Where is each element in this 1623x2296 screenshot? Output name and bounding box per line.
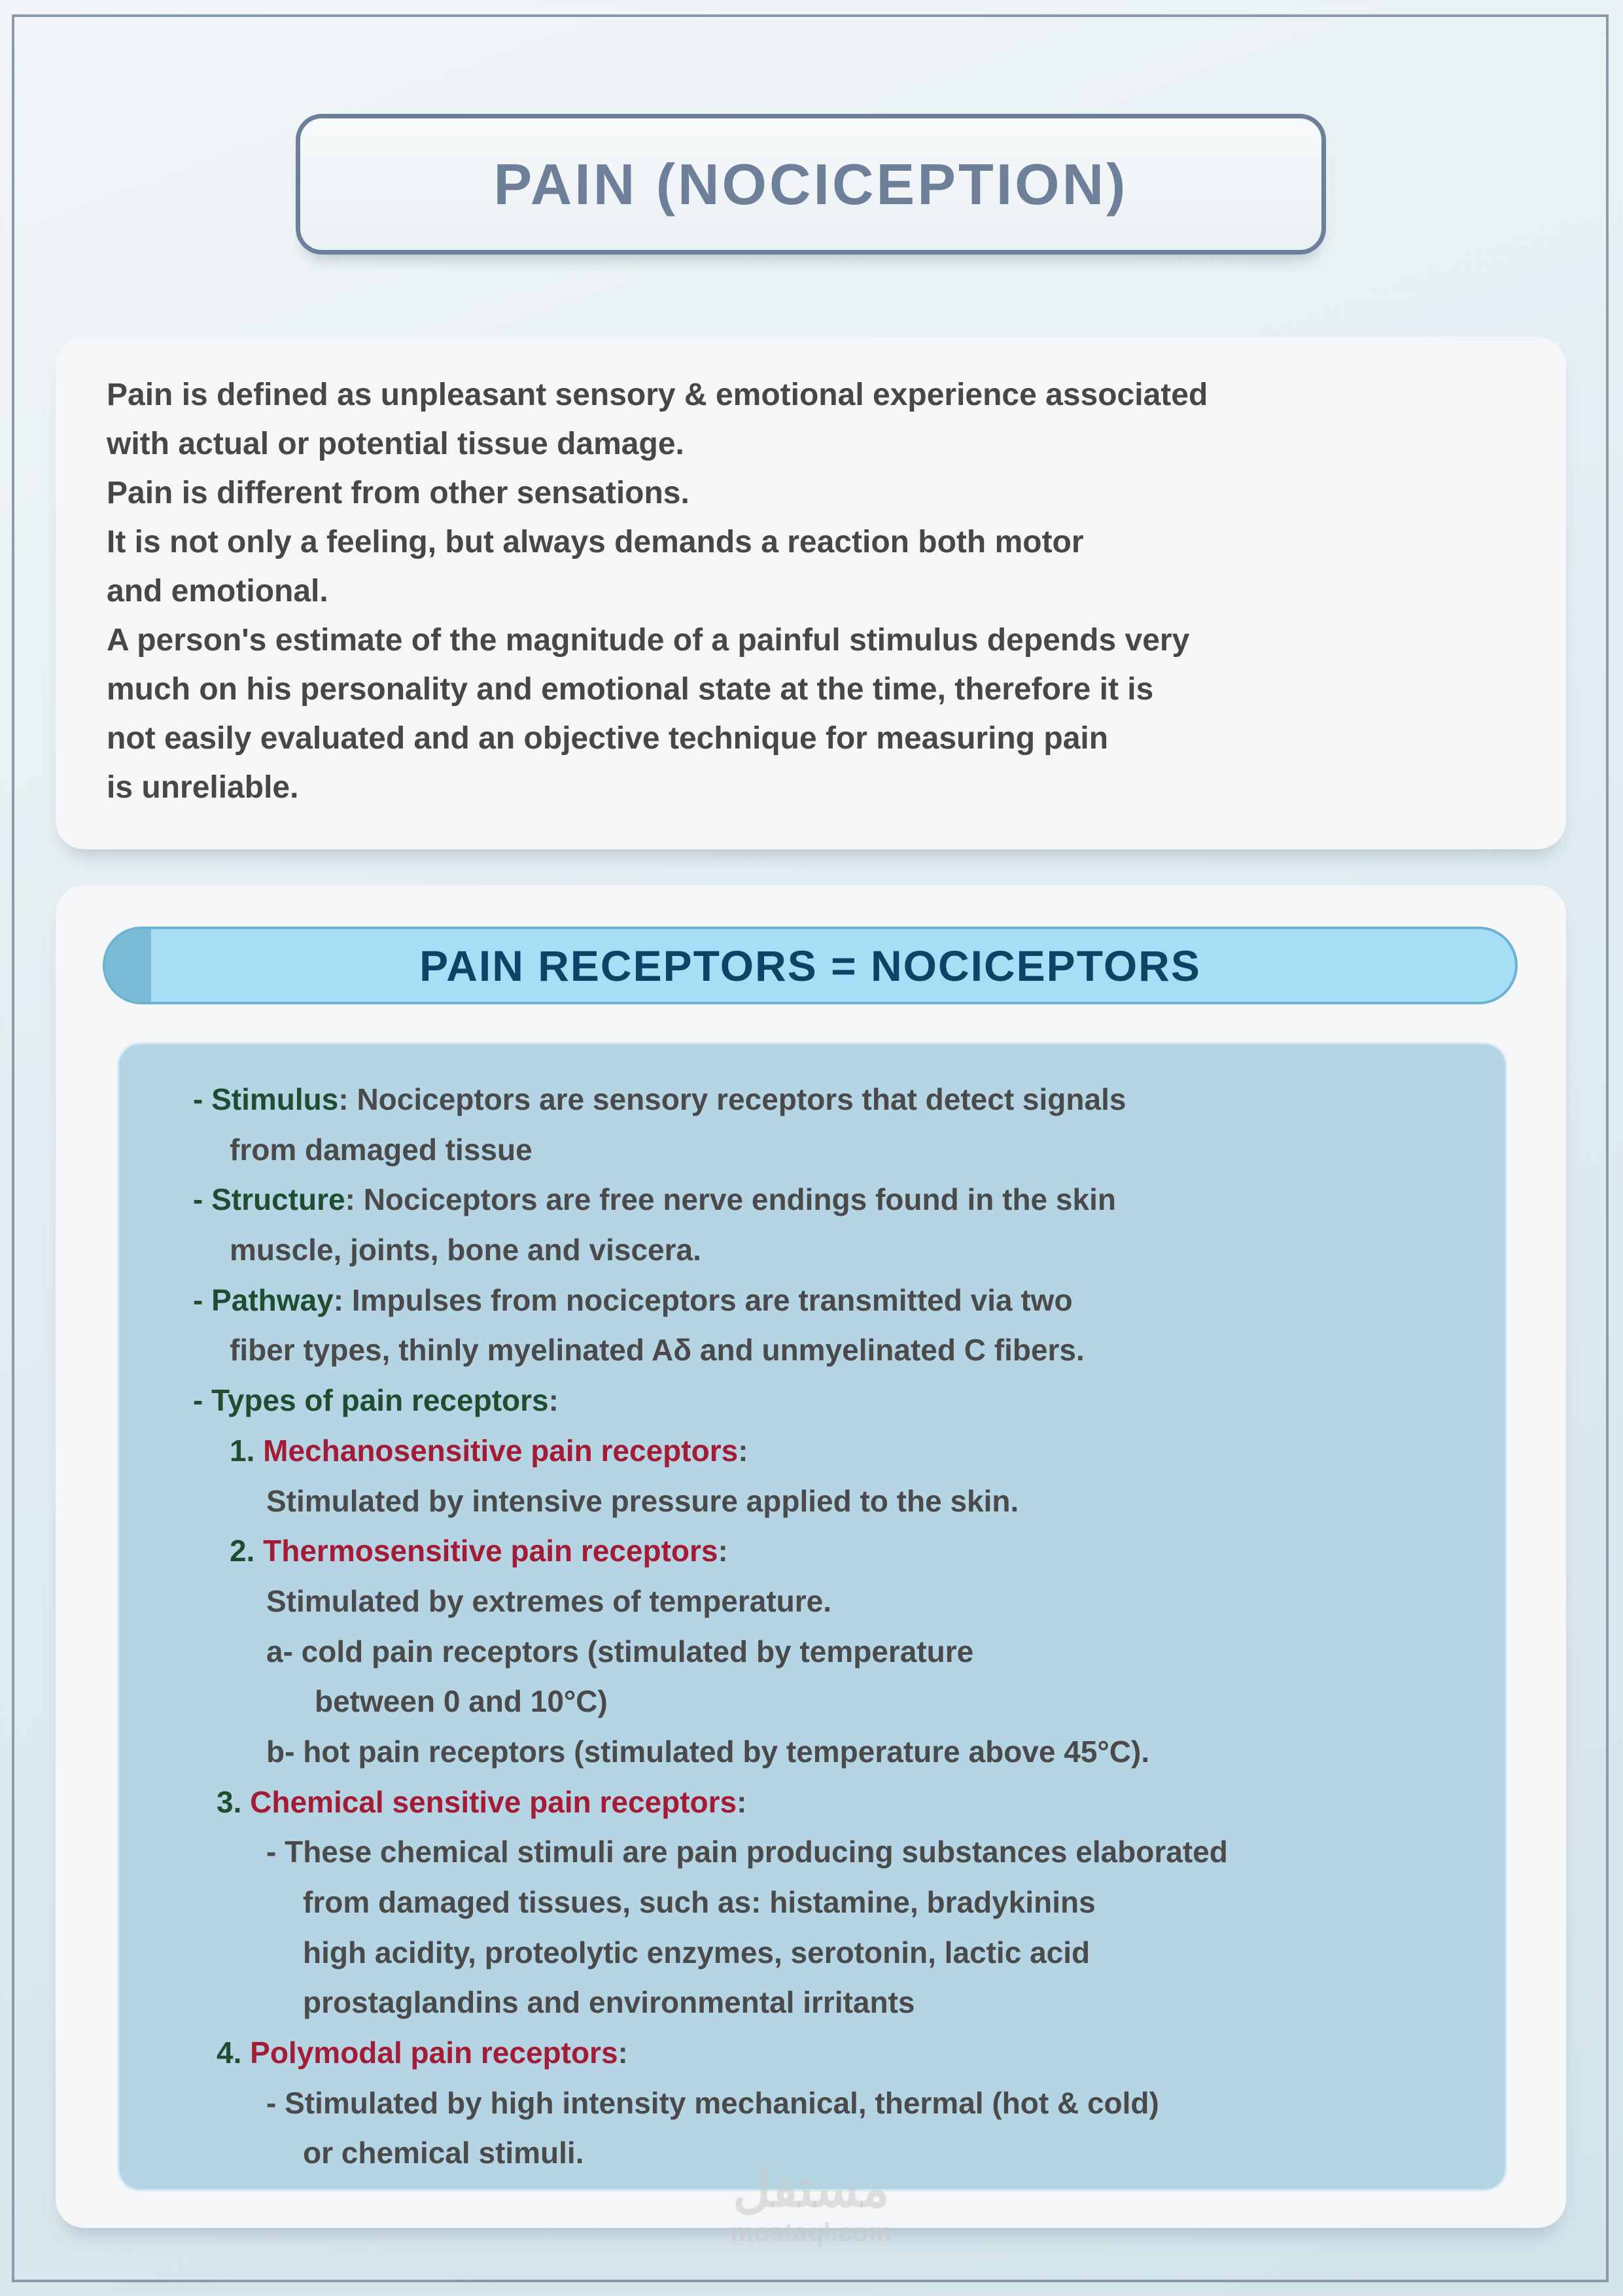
receptors-list: [0, 1074, 1623, 2178]
intro-line: and emotional.: [107, 574, 328, 609]
list-text: between 0 and 10°C): [315, 1684, 608, 1719]
list-text: : Nociceptors are sensory receptors that detect signals: [338, 1082, 1126, 1116]
list-text: high acidity, proteolytic enzymes, serotonin, lactic acid: [303, 1935, 1091, 1969]
list-text: Stimulated by extremes of temperature.: [266, 1583, 832, 1618]
list-label: - Pathway: [193, 1282, 334, 1317]
intro-line: Pain is defined as unpleasant sensory & emotional experience associated: [107, 378, 1208, 412]
list-label: 4.: [217, 2036, 251, 2070]
list-item: [217, 1777, 1623, 1828]
list-label: - Structure: [193, 1182, 345, 1217]
list-item: [193, 1074, 1623, 1125]
list-item: [230, 1426, 1623, 1476]
list-item: [266, 1576, 1623, 1627]
intro-line: A person's estimate of the magnitude of a painful stimulus depends very: [107, 623, 1190, 658]
list-item: [230, 1125, 1623, 1175]
list-item: [193, 1375, 1623, 1426]
list-text: :: [548, 1383, 559, 1418]
list-item: [303, 2128, 1623, 2178]
list-text: or chemical stimuli.: [303, 2136, 584, 2170]
list-item: [315, 1676, 1623, 1727]
intro-text: [107, 370, 1208, 812]
list-text: b- hot pain receptors (stimulated by temperature above 45°C).: [266, 1734, 1150, 1769]
watermark: [713, 2159, 909, 2248]
list-label: - Stimulus: [193, 1082, 339, 1116]
intro-line: not easily evaluated and an objective technique for measuring pain: [107, 721, 1109, 756]
list-label: 1.: [230, 1433, 264, 1468]
list-text: a- cold pain receptors (stimulated by temperature: [266, 1634, 974, 1669]
list-text: prostaglandins and environmental irritants: [303, 1985, 915, 2020]
list-text: : Impulses from nociceptors are transmitted via two: [333, 1282, 1073, 1317]
receptor-type-title: Thermosensitive pain receptors: [263, 1534, 718, 1568]
list-text: - These chemical stimuli are pain producing substances elaborated: [266, 1835, 1228, 1869]
list-text: from damaged tissue: [230, 1132, 532, 1167]
list-label: - Types of pain receptors: [193, 1383, 549, 1418]
list-item: [230, 1225, 1623, 1275]
intro-line: Pain is different from other sensations.: [107, 476, 689, 510]
receptor-type-title: Polymodal pain receptors: [250, 2036, 618, 2070]
list-item: [217, 2028, 1623, 2078]
list-text: - Stimulated by high intensity mechanical, thermal (hot & cold): [266, 2085, 1159, 2120]
list-item: [193, 1275, 1623, 1326]
list-label: 3.: [217, 1784, 251, 1819]
list-text: from damaged tissues, such as: histamine, bradykinins: [303, 1885, 1096, 1919]
list-item: [303, 1928, 1623, 1978]
watermark-latin: mostaql.com: [730, 2218, 892, 2247]
receptor-type-title: Chemical sensitive pain receptors: [250, 1784, 737, 1819]
list-text: :: [718, 1534, 728, 1568]
watermark-arabic: مستقل: [733, 2159, 890, 2217]
list-item: [266, 1827, 1623, 1877]
list-item: [266, 1627, 1623, 1677]
section-header-bar: [103, 927, 1518, 1004]
page-title: PAIN (NOCICEPTION): [493, 151, 1128, 217]
list-item: [266, 1476, 1623, 1527]
list-item: [193, 1174, 1623, 1225]
title-box: [296, 114, 1326, 255]
list-label: 2.: [230, 1534, 264, 1568]
list-text: muscle, joints, bone and viscera.: [230, 1233, 701, 1267]
list-item: [266, 1727, 1623, 1777]
intro-line: It is not only a feeling, but always demands a reaction both motor: [107, 525, 1084, 559]
section-header: PAIN RECEPTORS = NOCICEPTORS: [419, 941, 1201, 990]
list-text: :: [737, 1784, 747, 1819]
list-item: [266, 2078, 1623, 2128]
list-text: fiber types, thinly myelinated Aδ and unmyelinated C fibers.: [230, 1333, 1085, 1368]
list-item: [230, 1325, 1623, 1375]
list-text: : Nociceptors are free nerve endings found in the skin: [345, 1182, 1116, 1217]
intro-line: much on his personality and emotional state at the time, therefore it is: [107, 672, 1154, 707]
intro-line: with actual or potential tissue damage.: [107, 427, 684, 461]
list-item: [303, 1877, 1623, 1928]
list-text: :: [618, 2036, 628, 2070]
receptor-type-title: Mechanosensitive pain receptors: [263, 1433, 739, 1468]
list-item: [230, 1526, 1623, 1576]
list-text: Stimulated by intensive pressure applied to the skin.: [266, 1483, 1019, 1518]
header-bar-cap: [105, 929, 151, 1002]
list-item: [303, 1977, 1623, 2028]
list-text: :: [738, 1433, 748, 1468]
intro-line: is unreliable.: [107, 770, 299, 805]
